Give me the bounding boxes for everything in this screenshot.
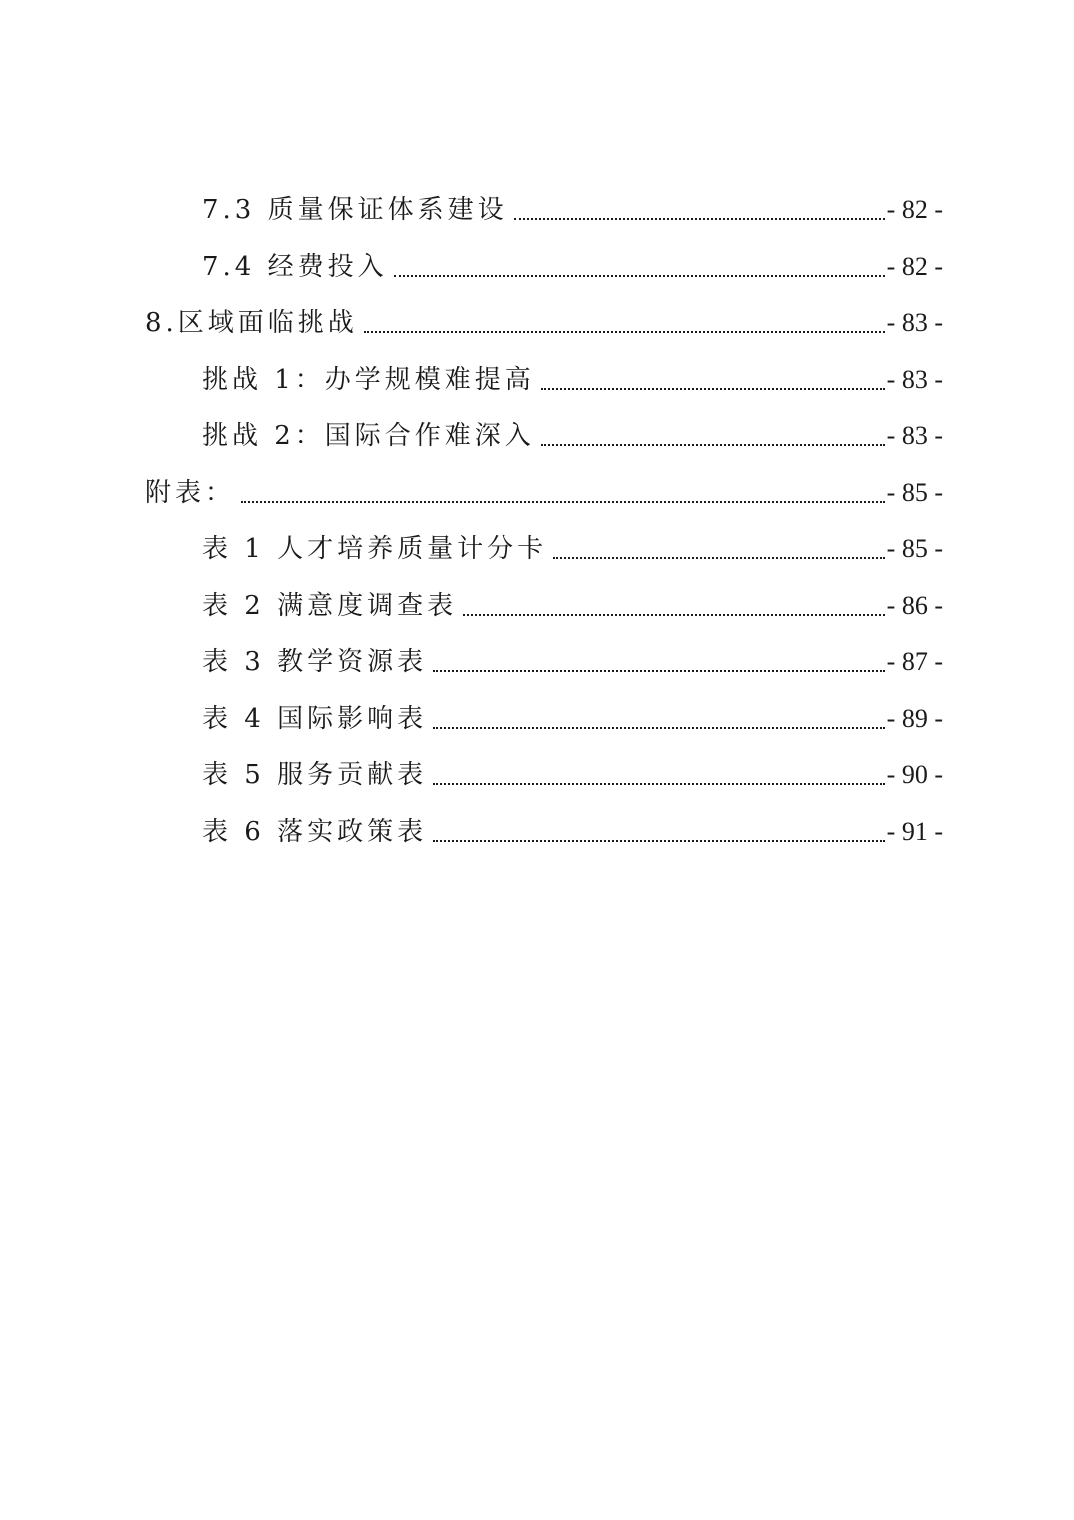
toc-entry-table-6[interactable] — [202, 812, 943, 852]
toc-entry-8[interactable] — [145, 303, 943, 343]
toc-leader-dots — [433, 642, 885, 682]
toc-entry-7-4[interactable] — [202, 247, 943, 287]
toc-entry-title: 表 5 服务贡献表 — [202, 760, 428, 790]
toc-leader-dots — [433, 755, 885, 795]
toc-entry-page: - 83 - — [886, 365, 943, 394]
toc-leader-dots — [364, 303, 885, 343]
toc-entry-title: 附表： — [145, 478, 236, 508]
toc-entry-title: 表 3 教学资源表 — [202, 647, 428, 677]
toc-entry-page: - 83 - — [886, 421, 943, 450]
toc-entry-title: 8.区域面临挑战 — [145, 308, 358, 338]
toc-entry-7-3[interactable] — [202, 190, 943, 230]
toc-entry-page: - 82 - — [886, 195, 943, 224]
toc-leader-dots — [241, 473, 885, 513]
toc-entry-appendix[interactable] — [145, 473, 943, 513]
toc-entry-table-4[interactable] — [202, 699, 943, 739]
toc-leader-dots — [541, 360, 885, 400]
toc-leader-dots — [553, 529, 885, 569]
toc-entry-table-2[interactable] — [202, 586, 943, 626]
toc-entry-page: - 85 - — [886, 478, 943, 507]
toc-entry-challenge-1[interactable] — [202, 360, 943, 400]
toc-entry-page: - 91 - — [886, 817, 943, 846]
toc-entry-page: - 86 - — [886, 591, 943, 620]
toc-leader-dots — [514, 190, 885, 230]
toc-leader-dots — [394, 247, 885, 287]
toc-leader-dots — [433, 812, 885, 852]
toc-entry-title: 表 6 落实政策表 — [202, 817, 428, 847]
toc-entry-title: 表 1 人才培养质量计分卡 — [202, 534, 548, 564]
toc-entry-title: 挑战 1：办学规模难提高 — [202, 365, 535, 395]
toc-leader-dots — [463, 586, 885, 626]
toc-leader-dots — [433, 699, 885, 739]
toc-entry-table-3[interactable] — [202, 642, 943, 682]
toc-entry-table-5[interactable] — [202, 755, 943, 795]
toc-entry-title: 7.3 质量保证体系建设 — [202, 195, 508, 225]
toc-entry-title: 挑战 2：国际合作难深入 — [202, 421, 535, 451]
toc-leader-dots — [541, 416, 885, 456]
toc-entry-page: - 82 - — [886, 252, 943, 281]
toc-entry-page: - 83 - — [886, 308, 943, 337]
toc-entry-title: 7.4 经费投入 — [202, 252, 388, 282]
toc-entry-title: 表 2 满意度调查表 — [202, 591, 458, 621]
toc-entry-page: - 87 - — [886, 647, 943, 676]
toc-entry-title: 表 4 国际影响表 — [202, 704, 428, 734]
toc-entry-page: - 89 - — [886, 704, 943, 733]
toc-entry-page: - 90 - — [886, 760, 943, 789]
toc-entry-page: - 85 - — [886, 534, 943, 563]
toc-entry-challenge-2[interactable] — [202, 416, 943, 456]
toc-entry-table-1[interactable] — [202, 529, 943, 569]
